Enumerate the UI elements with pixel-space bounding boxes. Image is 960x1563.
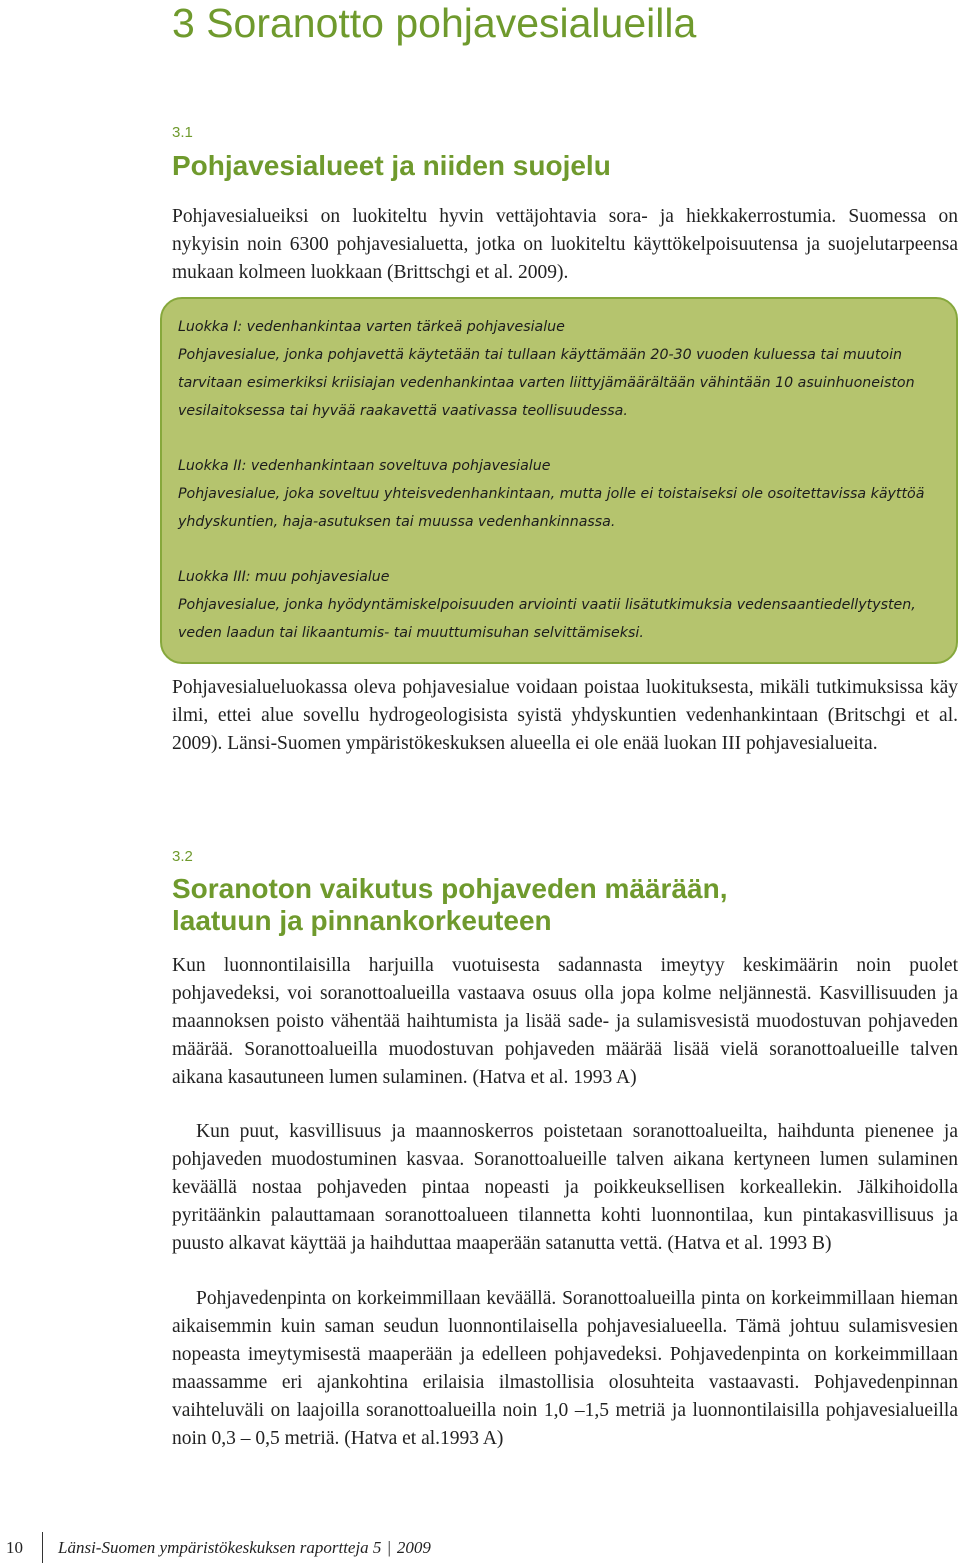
section-title: Pohjavesialueet ja niiden suojelu xyxy=(172,150,611,181)
class-2-heading: Luokka II: vedenhankintaan soveltuva pohjavesialue xyxy=(178,458,551,474)
class-2-block xyxy=(178,452,944,536)
class-3-text: Pohjavesialue, jonka hyödyntämiskelpoisuuden arviointi vaatii lisätutkimuksia vedensaantiedellytysten, veden laadun tai likaantumis- tai muuttumisuhan selvittämiseksi. xyxy=(178,597,916,641)
page-number: 10 xyxy=(6,1538,23,1557)
class-1-heading: Luokka I: vedenhankintaa varten tärkeä pohjavesialue xyxy=(178,319,565,335)
class-2-text: Pohjavesialue, joka soveltuu yhteisvedenhankintaan, mutta jolle ei toistaiseksi ole osoitettavissa käyttöä yhdyskuntien, haja-asutuksen tai muussa vedenhankinnassa. xyxy=(178,486,925,530)
class-3-heading: Luokka III: muu pohjavesialue xyxy=(178,569,390,585)
section-number: 3.2 xyxy=(172,848,193,865)
class-1-text: Pohjavesialue, jonka pohjavettä käytetään tai tullaan käyttämään 20-30 vuoden kuluessa tai muutoin tarvitaan esimerkiksi kriisiajan vedenhankintaa varten liittyjämäärältään vähintään 10 asuinhuoneiston vesilaitoksessa tai hyvää raakavettä vaativassa teollisuudessa. xyxy=(178,347,915,419)
classification-box xyxy=(160,297,958,664)
body-paragraph-2: Kun puut, kasvillisuus ja maannoskerros poistetaan soranottoalueilta, haihdunta pienenee ja pohjaveden muodostuminen kasvaa. Soranottoalueille talven aikana kertyneen lumen sulaminen keväällä nostaa pohjaveden pintaa nopeasti ja poikkeuksellisen korkeallekin. Jälkihoidolla pyritäänkin palauttamaan soranottoalueen tilannetta kohti luonnontilaa, kun pintakasvillisuus ja puusto alkavat käyttää ja haihduttaa maaperään satanutta vettä. (Hatva et al. 1993 B) xyxy=(172,1121,958,1254)
intro-paragraph: Pohjavesialueiksi on luokiteltu hyvin vettäjohtavia sora- ja hiekkakerrostumia. Suomessa on nykyisin noin 6300 pohjavesialuetta, jotka on luokiteltu käyttökelpoisuutensa ja suojelutarpeensa mukaan kolmeen luokkaan (Brittschgi et al. 2009). xyxy=(172,206,958,283)
body-paragraph-3: Pohjavedenpinta on korkeimmillaan keväällä. Soranottoalueilla pinta on korkeimmillaan hieman aikaisemmin kuin saman seudun luonnontilaisella pohjavesialueella. Tämä johtuu sulamisvesien nopeasta imeytymisestä maaperään ja edelleen pohjavedeksi. Pohjavedenpinta on korkeimmillaan maassamme eri ajankohtina erilaisia ilmastollisia olosuhteita vastaavasti. Pohjavedenpinnan vaihteluväli on laajoilla soranottoalueilla noin 1,0 –1,5 metriä ja luonnontilaisilla pohjavesialueilla noin 0,3 – 0,5 metriä. (Hatva et al.1993 A) xyxy=(172,1288,958,1449)
class-1-block xyxy=(178,313,944,425)
section-title-line-1: Soranoton vaikutus pohjaveden määrään, xyxy=(172,873,728,904)
footer-divider xyxy=(42,1532,43,1563)
body-paragraph-1: Kun luonnontilaisilla harjuilla vuotuisesta sadannasta imeytyy keskimäärin noin puolet pohjavedeksi, voi soranottoalueilla vastaava osuus olla jopa kolme neljännestä. Kasvillisuuden ja maannoksen poisto vähentää haihtumista ja lisää sade- ja sulamisvesistä muodostuvan pohjaveden määrää. Soranottoalueilla muodostuvan pohjaveden määrää lisää vielä soranottoalueille talven aikana kasautuneen lumen sulaminen. (Hatva et al. 1993 A) xyxy=(172,955,958,1088)
footer-separator: | xyxy=(387,1538,391,1557)
section-title-line-2: laatuun ja pinnankorkeuteen xyxy=(172,905,552,936)
publication-name: Länsi-Suomen ympäristökeskuksen raportteja 5 xyxy=(58,1538,382,1557)
after-box-paragraph: Pohjavesialueluokassa oleva pohjavesialue voidaan poistaa luokituksesta, mikäli tutkimuksissa käy ilmi, ettei alue sovellu hydrogeologisista syistä yhdyskuntien vedenhankintaan (Britschgi et al. 2009). Länsi-Suomen ympäristökeskuksen alueella ei ole enää luokan III pohjavesialueita. xyxy=(172,677,958,754)
class-3-block xyxy=(178,563,944,647)
section-number: 3.1 xyxy=(172,124,193,141)
chapter-title: 3 Soranotto pohjavesialueilla xyxy=(172,0,697,46)
publication-year: 2009 xyxy=(396,1538,431,1557)
footer-publication xyxy=(58,1538,431,1558)
